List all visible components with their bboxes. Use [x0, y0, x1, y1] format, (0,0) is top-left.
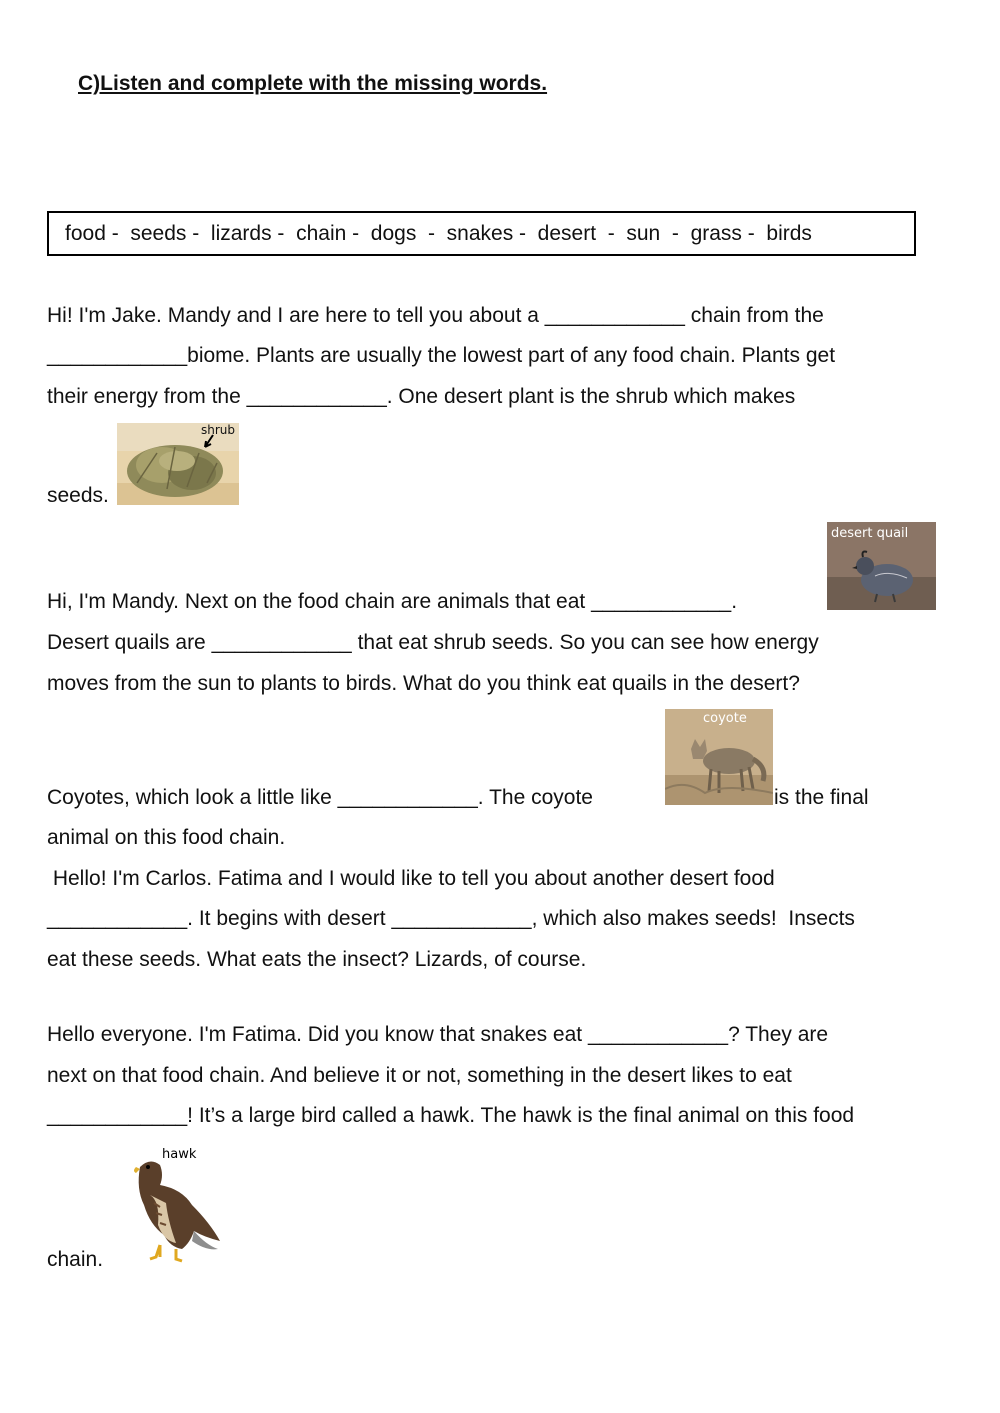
- p2-line4b: is the final: [774, 786, 869, 809]
- hawk-label: hawk: [162, 1147, 197, 1162]
- blank-2[interactable]: ____________: [47, 344, 188, 367]
- blank-8[interactable]: ____________: [391, 907, 532, 930]
- p3-line3: eat these seeds. What eats the insect? Lizards, of course.: [47, 948, 587, 971]
- p1-line1: Hi! I'm Jake. Mandy and I are here to tell you about a ____________ chain from the: [47, 304, 824, 327]
- p1-line2: ____________biome. Plants are usually the lowest part of any food chain. Plants get: [47, 344, 836, 367]
- p2-line4a: Coyotes, which look a little like ____________. The coyote: [47, 786, 599, 809]
- p4-line1: Hello everyone. I'm Fatima. Did you know that snakes eat ____________? They are: [47, 1023, 829, 1046]
- quail-image: [827, 522, 936, 610]
- p1-line3: their energy from the ____________. One desert plant is the shrub which makes: [47, 385, 796, 408]
- blank-9[interactable]: ____________: [587, 1023, 729, 1046]
- p1-line4: seeds.: [47, 484, 109, 507]
- blank-10[interactable]: ____________: [47, 1104, 188, 1127]
- p4-line2: next on that food chain. And believe it or not, something in the desert likes to eat: [47, 1064, 792, 1087]
- blank-1[interactable]: ____________: [544, 304, 685, 327]
- p4-line4: chain.: [47, 1248, 104, 1271]
- coyote-label: coyote: [703, 711, 747, 726]
- shrub-label: shrub: [201, 423, 236, 437]
- blank-6[interactable]: ____________: [337, 786, 478, 809]
- p3-line2: ____________. It begins with desert ____________, which also makes seeds! Insects: [47, 907, 855, 930]
- blank-5[interactable]: ____________: [211, 631, 352, 654]
- blank-3[interactable]: ____________: [246, 385, 387, 408]
- worksheet-title: C)Listen and complete with the missing words.: [78, 72, 548, 95]
- blank-7[interactable]: ____________: [47, 907, 188, 930]
- coyote-image: [665, 709, 773, 805]
- blank-4[interactable]: ____________: [591, 590, 732, 613]
- p2-line2: Desert quails are ____________ that eat shrub seeds. So you can see how energy: [47, 631, 819, 654]
- hawk-image: [120, 1145, 225, 1267]
- p2-line5: animal on this food chain.: [47, 826, 286, 849]
- p4-line3: ____________! It’s a large bird called a hawk. The hawk is the final animal on this food: [47, 1104, 855, 1127]
- p3-line1: Hello! I'm Carlos. Fatima and I would like to tell you about another desert food: [47, 867, 775, 890]
- p2-line1: Hi, I'm Mandy. Next on the food chain are animals that eat ____________.: [47, 590, 738, 613]
- word-bank: food - seeds - lizards - chain - dogs - snakes - desert - sun - grass - birds: [47, 211, 916, 256]
- shrub-image: [117, 423, 239, 505]
- p2-line3: moves from the sun to plants to birds. What do you think eat quails in the desert?: [47, 672, 800, 695]
- quail-label: desert quail: [831, 526, 909, 541]
